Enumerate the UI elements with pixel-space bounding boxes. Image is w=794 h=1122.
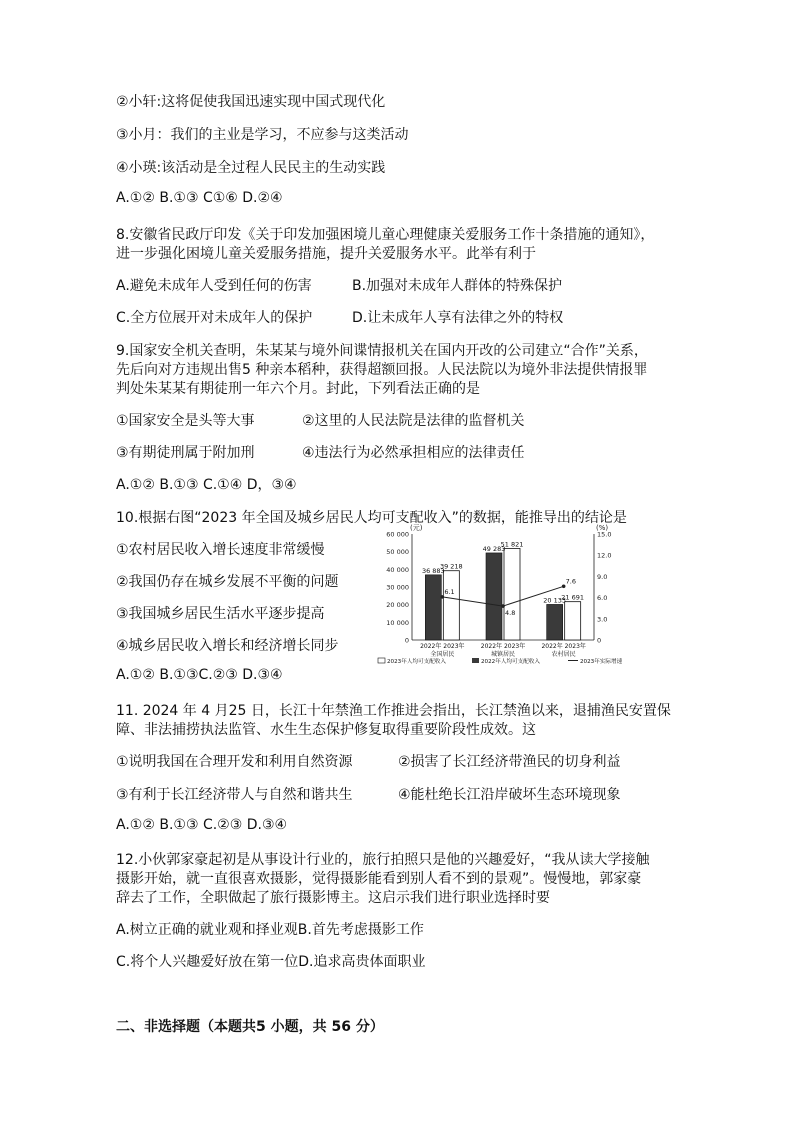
left-tick-label: 20 000 bbox=[386, 601, 409, 610]
x-years-label: 2022年 2023年 bbox=[420, 643, 465, 650]
bar-2023-value: 21 691 bbox=[561, 593, 585, 602]
q12-options-ab: A.树立正确的就业观和择业观B.首先考虑摄影工作 bbox=[116, 922, 424, 938]
right-tick-label: 12.0 bbox=[597, 551, 612, 560]
q11-answer-choices: A.①② B.①③ C.②③ D.③④ bbox=[116, 817, 288, 833]
bar-2022 bbox=[547, 604, 563, 640]
left-tick-label: 10 000 bbox=[386, 618, 409, 627]
q12-options-cd: C.将个人兴趣爱好放在第一位D.追求高贵体面职业 bbox=[116, 954, 426, 970]
q12-stem-line1: 12.小伙郭家豪起初是从事设计行业的，旅行拍照只是他的兴趣爱好，“我从读大学接触 bbox=[116, 852, 650, 868]
q12-stem-line3: 辞去了工作，全职做起了旅行摄影博主。这启示我们进行职业选择时要 bbox=[116, 890, 550, 906]
legend-label-2022: 2022年人均可支配收入 bbox=[481, 659, 540, 665]
income-chart bbox=[372, 520, 662, 668]
bar-2022-value: 36 883 bbox=[421, 566, 445, 575]
chart-right-unit: (%) bbox=[596, 524, 609, 532]
left-tick-label: 50 000 bbox=[386, 548, 409, 557]
bar-2023 bbox=[504, 548, 520, 640]
q10-option-4: ④城乡居民收入增长和经济增长同步 bbox=[116, 638, 339, 654]
right-tick-label: 3.0 bbox=[597, 615, 608, 624]
bar-2023 bbox=[565, 602, 581, 640]
bar-2023 bbox=[443, 571, 459, 640]
q9-answer-choices: A.①② B.①③ C.①④ D，③④ bbox=[116, 477, 297, 493]
q11-stem-line2: 障、非法捕捞执法监管、水生生态保护修复取得重要阶段性成效。这 bbox=[116, 722, 536, 738]
left-tick-label: 0 bbox=[404, 636, 409, 645]
x-group-label: 全国居民 bbox=[430, 651, 455, 658]
x-years-label: 2022年 2023年 bbox=[541, 643, 586, 650]
growth-label: 7.6 bbox=[565, 577, 577, 586]
bar-2022 bbox=[486, 553, 502, 640]
q9-stem-line2: 先后向对方违规出售5 种亲本稻种，获得超额回报。人民法院以为境外非法提供情报罪 bbox=[116, 362, 648, 378]
section-2-heading: 二、非选择题（本题共5 小题，共 56 分） bbox=[116, 1019, 384, 1035]
x-group-label: 农村居民 bbox=[551, 651, 576, 658]
q8-option-b: B.加强对未成年人群体的特殊保护 bbox=[352, 278, 563, 294]
growth-label: 6.1 bbox=[444, 587, 455, 596]
q7-option-3: ③小月：我们的主业是学习，不应参与这类活动 bbox=[116, 127, 409, 143]
q9-option-1: ①国家安全是头等大事 bbox=[116, 413, 255, 429]
left-tick-label: 30 000 bbox=[386, 583, 409, 592]
bar-2023-value: 51 821 bbox=[500, 540, 524, 549]
q7-option-4: ④小瑛:该活动是全过程人民民主的生动实践 bbox=[116, 160, 386, 176]
q10-stem: 10.根据右图“2023 年全国及城乡居民人均可支配收入”的数据，能推导出的结论是 bbox=[116, 510, 627, 526]
q9-option-2: ②这里的人民法院是法律的监督机关 bbox=[302, 413, 525, 429]
right-tick-label: 0 bbox=[597, 636, 602, 645]
bar-2023-value: 39 218 bbox=[439, 562, 463, 571]
q8-stem-line2: 进一步强化困境儿童关爱服务措施，提升关爱服务水平。此举有利于 bbox=[116, 246, 536, 262]
q10-answer-choices: A.①② B.①③C.②③ D.③④ bbox=[116, 667, 283, 683]
q10-option-1: ①农村居民收入增长速度非常缓慢 bbox=[116, 542, 325, 558]
q11-option-1: ①说明我国在合理开发和利用自然资源 bbox=[116, 754, 353, 770]
q11-option-4: ④能杜绝长江沿岸破坏生态环境现象 bbox=[398, 787, 621, 803]
growth-label: 4.8 bbox=[505, 609, 516, 618]
bar-2022 bbox=[425, 575, 441, 640]
q9-option-4: ④违法行为必然承担相应的法律责任 bbox=[302, 445, 525, 461]
chart-left-unit: (元) bbox=[410, 524, 423, 532]
bar-2022-value: 49 283 bbox=[482, 544, 506, 553]
q11-option-2: ②损害了长江经济带渔民的切身利益 bbox=[398, 754, 621, 770]
q11-option-3: ③有利于长江经济带人与自然和谐共生 bbox=[116, 787, 353, 803]
q10-option-2: ②我国仍存在城乡发展不平衡的问题 bbox=[116, 574, 339, 590]
q9-stem-line3: 判处朱某某有期徒刑一年六个月。封此，下列看法正确的是 bbox=[116, 381, 480, 397]
legend-swatch-2022 bbox=[472, 658, 479, 663]
left-tick-label: 40 000 bbox=[386, 565, 409, 574]
q7-answer-choices: A.①② B.①③ C①⑥ D.②④ bbox=[116, 190, 283, 206]
x-group-label: 城镇居民 bbox=[490, 651, 516, 658]
q8-option-a: A.避免未成年人受到任何的伤害 bbox=[116, 278, 312, 294]
q8-option-d: D.让未成年人享有法律之外的特权 bbox=[352, 310, 564, 326]
q8-stem-line1: 8.安徽省民政厅印发《关于印发加强困境儿童心理健康关爱服务工作十条措施的通知》， bbox=[116, 227, 655, 243]
q12-stem-line2: 摄影开始，就一直很喜欢摄影，觉得摄影能看到别人看不到的景观”。慢慢地，郭家豪 bbox=[116, 871, 642, 887]
x-years-label: 2022年 2023年 bbox=[480, 643, 526, 650]
left-tick-label: 60 000 bbox=[386, 530, 409, 539]
q10-option-3: ③我国城乡居民生活水平逐步提高 bbox=[116, 606, 325, 622]
q9-option-3: ③有期徒刑属于附加刑 bbox=[116, 445, 255, 461]
right-tick-label: 6.0 bbox=[597, 594, 608, 603]
legend-label-growth: 2023年实际增速 bbox=[580, 659, 623, 665]
legend-swatch-2023 bbox=[378, 658, 385, 663]
bar-2022-value: 20 133 bbox=[543, 596, 567, 605]
q7-option-2: ②小轩:这将促使我国迅速实现中国式现代化 bbox=[116, 94, 386, 110]
right-tick-label: 15.0 bbox=[597, 530, 612, 539]
q9-stem-line1: 9.国家安全机关查明，朱某某与境外间谍情报机关在国内开改的公司建立“合作”关系， bbox=[116, 343, 648, 359]
right-tick-label: 9.0 bbox=[597, 572, 608, 581]
q11-stem-line1: 11. 2024 年 4 月25 日，长江十年禁渔工作推进会指出，长江禁渔以来，退捕渔民安置保 bbox=[116, 703, 671, 719]
legend-label-2023: 2023年人均可支配收入 bbox=[387, 659, 446, 665]
q8-option-c: C.全方位展开对未成年人的保护 bbox=[116, 310, 313, 326]
growth-point bbox=[501, 604, 505, 608]
